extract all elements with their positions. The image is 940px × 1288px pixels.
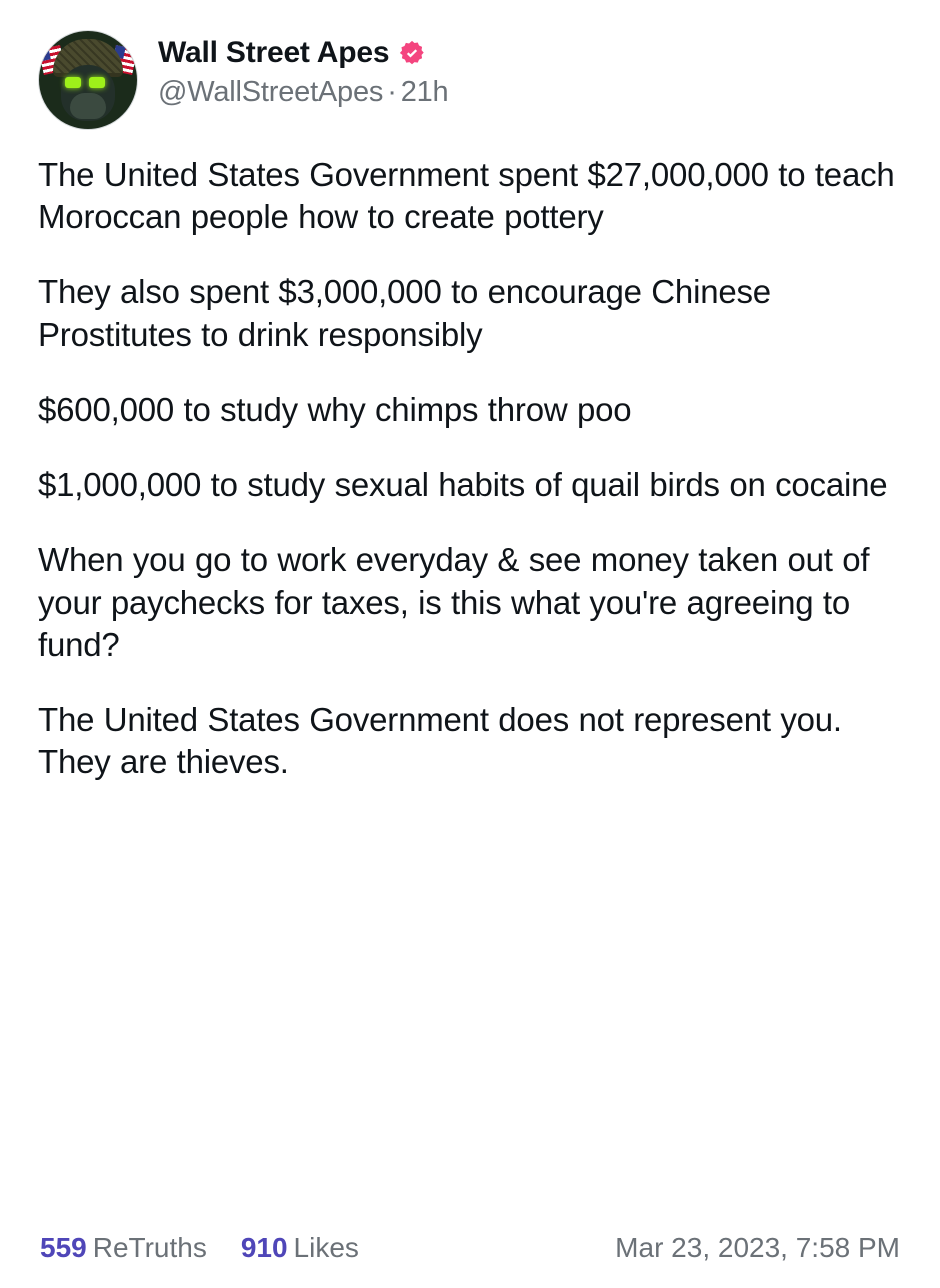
likes-label: Likes bbox=[293, 1232, 359, 1263]
post-paragraph: $1,000,000 to study sexual habits of quail birds on cocaine bbox=[38, 466, 888, 504]
gorilla-muzzle-icon bbox=[70, 93, 106, 119]
author-handle-row bbox=[158, 76, 449, 109]
retruths-metric[interactable] bbox=[40, 1232, 207, 1264]
verified-badge-icon bbox=[399, 40, 425, 66]
retruths-label: ReTruths bbox=[92, 1232, 207, 1263]
post-age[interactable]: 21h bbox=[400, 76, 449, 108]
post-paragraph: When you go to work everyday & see money taken out of your paychecks for taxes, is this what you're agreeing to fund? bbox=[38, 541, 870, 663]
author-info bbox=[158, 30, 449, 109]
post-paragraph: They also spent $3,000,000 to encourage Chinese Prostitutes to drink responsibly bbox=[38, 273, 771, 353]
author-handle[interactable]: @WallStreetApes bbox=[158, 76, 384, 108]
post-footer bbox=[38, 1218, 902, 1288]
post-paragraph: The United States Government spent $27,000,000 to teach Moroccan people how to create pottery bbox=[38, 156, 895, 236]
author-display-name[interactable]: Wall Street Apes bbox=[158, 36, 390, 69]
gorilla-eye-right-icon bbox=[89, 77, 105, 88]
post-header bbox=[38, 30, 902, 130]
post-body bbox=[38, 148, 902, 1218]
post-paragraph: The United States Government does not represent you. They are thieves. bbox=[38, 701, 842, 781]
author-name-row bbox=[158, 36, 449, 70]
post-paragraph: $600,000 to study why chimps throw poo bbox=[38, 390, 632, 428]
likes-count: 910 bbox=[240, 1232, 288, 1263]
avatar[interactable] bbox=[38, 30, 138, 130]
post-timestamp: Mar 23, 2023, 7:58 PM bbox=[615, 1232, 900, 1263]
retruths-count: 559 bbox=[40, 1232, 87, 1263]
likes-metric[interactable] bbox=[241, 1232, 359, 1264]
gorilla-eye-left-icon bbox=[65, 77, 81, 88]
handle-separator: · bbox=[387, 76, 397, 108]
